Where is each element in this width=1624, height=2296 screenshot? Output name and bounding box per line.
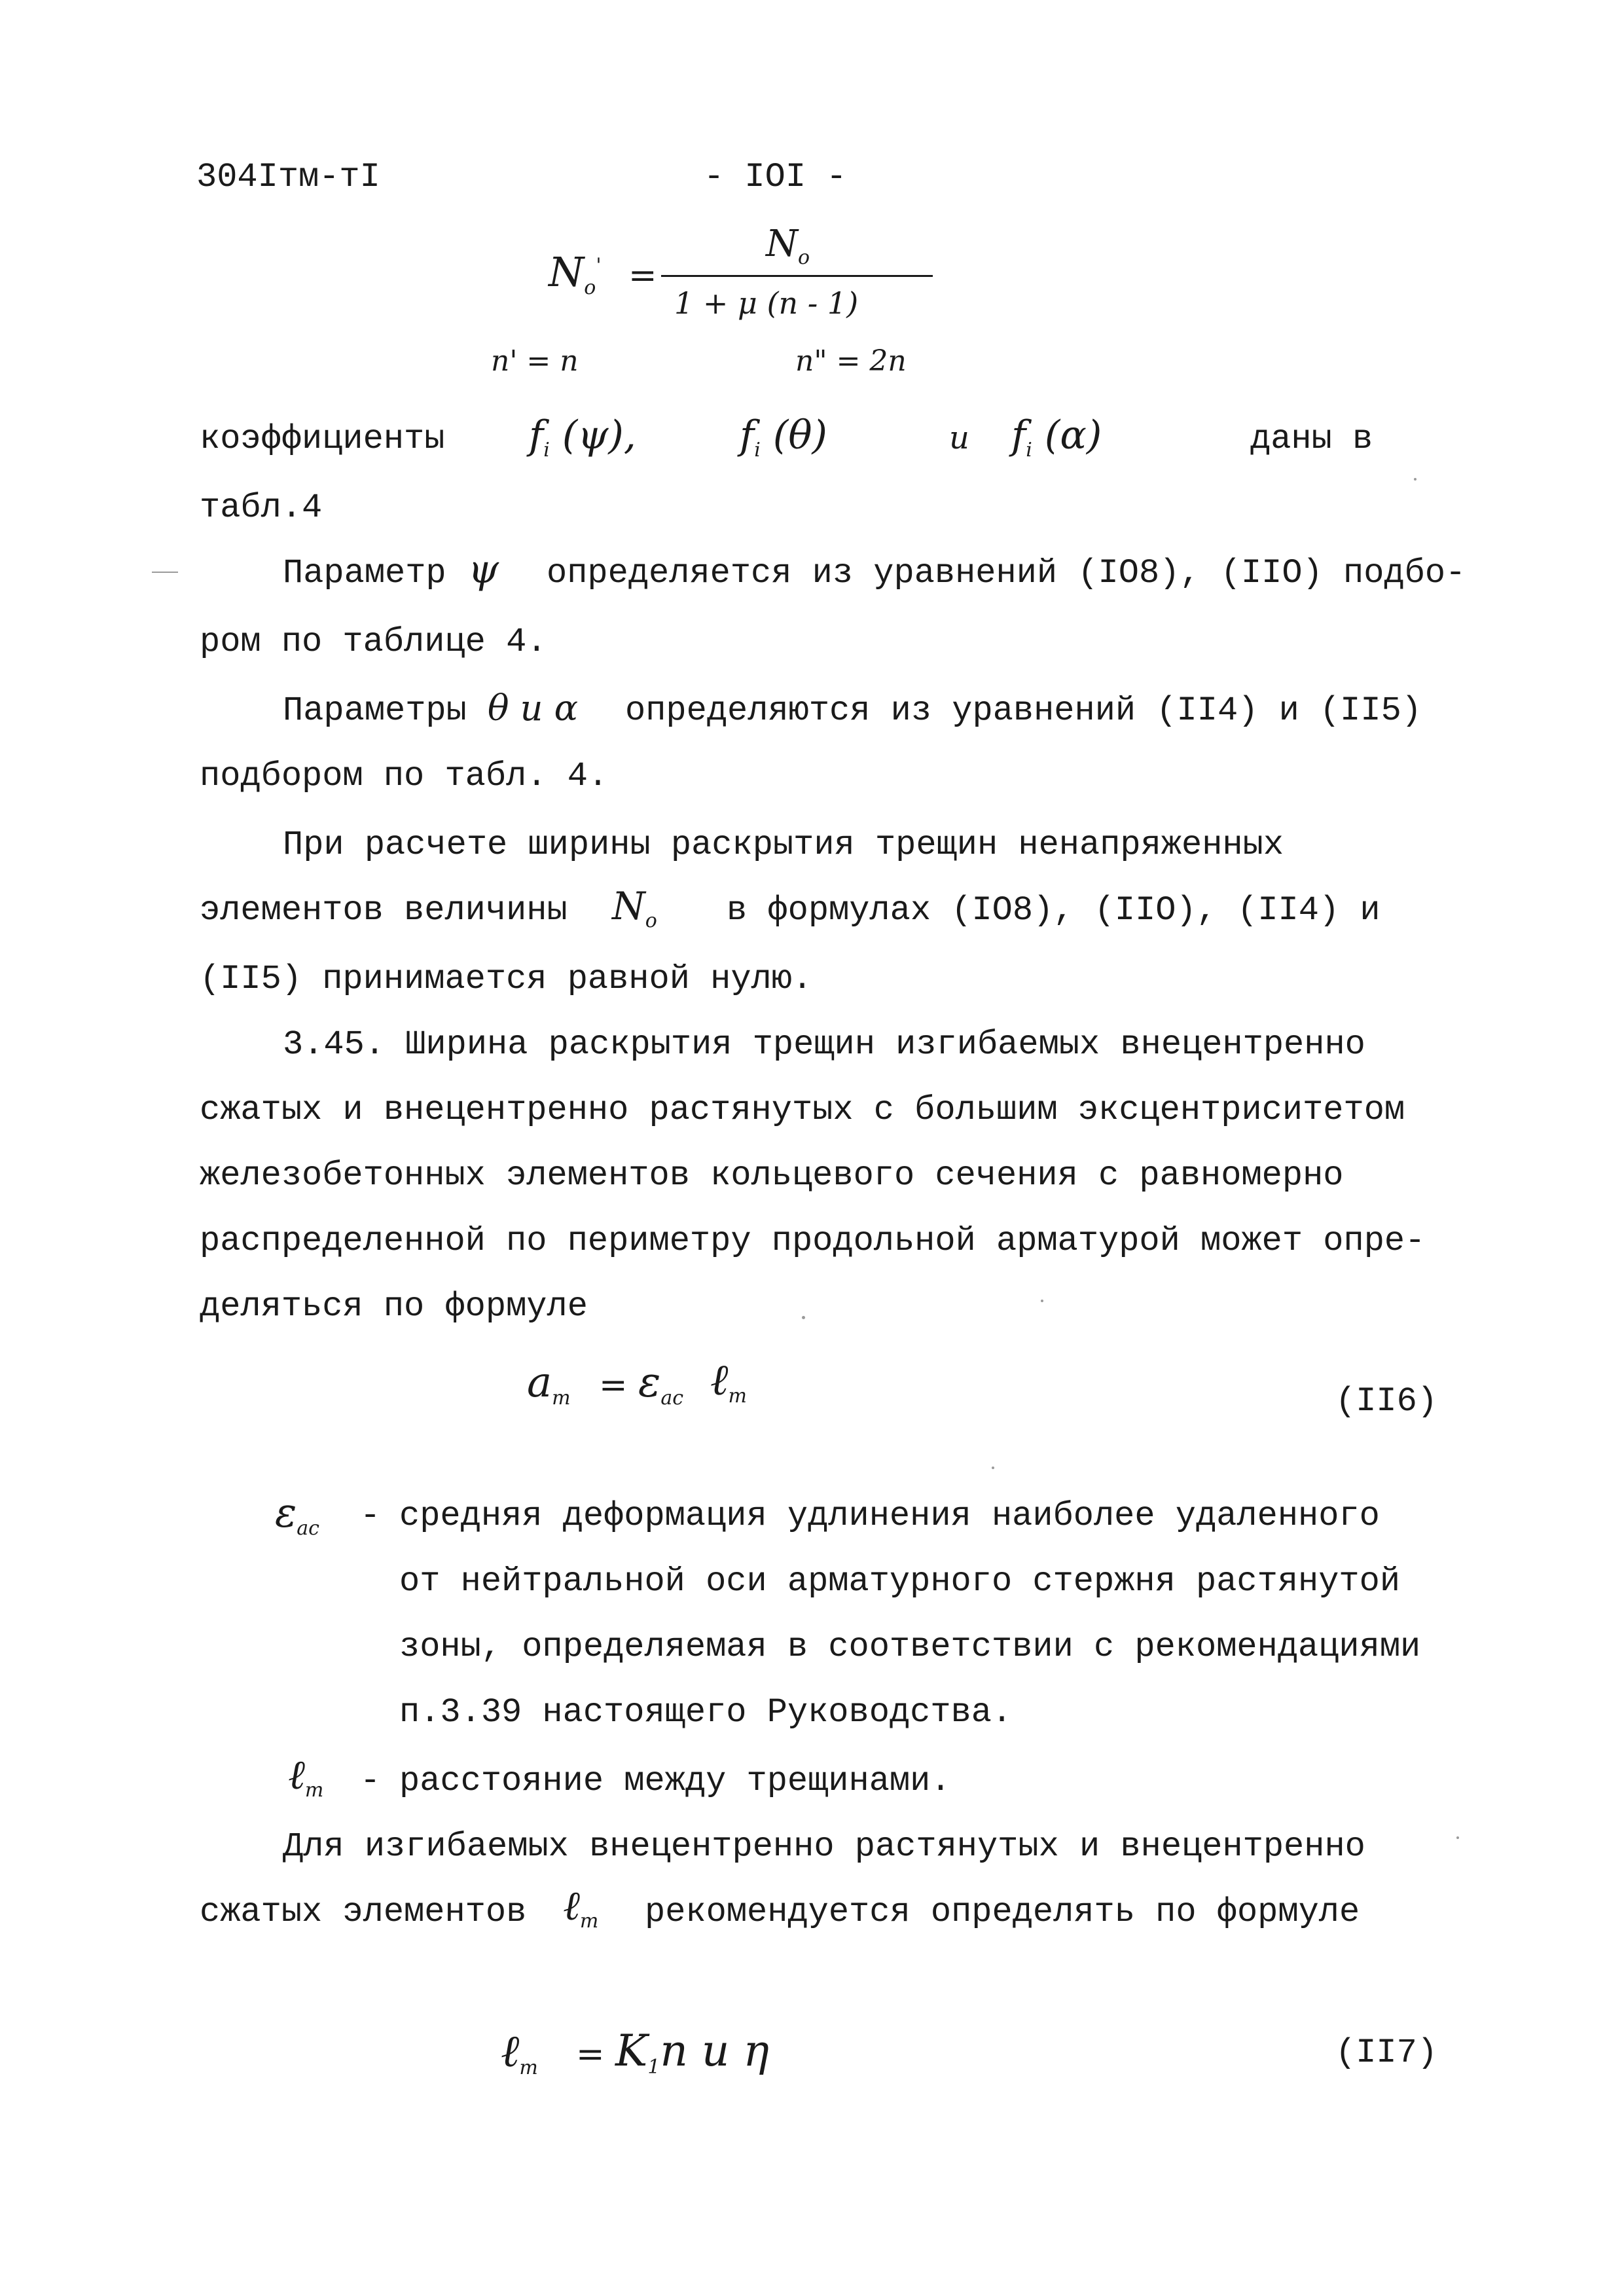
psi-paragraph-line2: ром по таблице 4. [200, 623, 547, 661]
scan-speck [1414, 478, 1416, 481]
formula-116-a: $a_т$ [527, 1358, 571, 1410]
scan-mark [152, 572, 178, 573]
l-dash: - [360, 1762, 381, 1800]
formula-116-l: ℓ$_т$ [710, 1355, 747, 1408]
formula-116-eps: $\varepsilon_{ac}$ [638, 1358, 684, 1410]
psi-paragraph-start: Параметр [283, 554, 446, 592]
n-prime-definition: n' = n [491, 344, 579, 378]
coefficients-word: коэффициенты [200, 420, 445, 458]
section-345-line1: 3.45. Ширина раскрытия трещин изгибаемых внецентренно [283, 1025, 1365, 1064]
bending-l-t-symbol: ℓ$_т$ [563, 1882, 599, 1933]
fraction-bar [661, 275, 933, 277]
scan-speck [1456, 1836, 1459, 1839]
document-code: 304Iтм-тI [196, 158, 380, 196]
psi-paragraph-end: определяется из уравнений (IO8), (IIO) подбо- [547, 554, 1466, 592]
coefficient-f-psi: $f_i$ (ψ), [529, 412, 636, 462]
scan-speck [802, 1316, 805, 1319]
formula-n0-equals: = [628, 256, 657, 295]
bending-line2-start: сжатых элементов [200, 1893, 527, 1931]
theta-paragraph-start: Параметры [283, 691, 467, 730]
formula-116-number: (II6) [1335, 1382, 1438, 1421]
formula-n0-denominator: 1 + μ (n - 1) [674, 285, 859, 321]
bending-line1: Для изгибаемых внецентренно растянутых и внецентренно [283, 1827, 1365, 1866]
formula-n0-numerator: $N_o$ [766, 223, 810, 269]
theta-paragraph-end: определяются из уравнений (II4) и (II5) [625, 691, 1422, 730]
eps-def-line2: от нейтральной оси арматурного стержня растянутой [399, 1562, 1401, 1601]
eps-def-line4: п.3.39 настоящего Руководства. [399, 1693, 1013, 1732]
formula-117-equals: = [576, 2035, 605, 2074]
eps-ac-symbol: $\varepsilon_{ac}$ [275, 1489, 319, 1540]
scan-speck [992, 1467, 994, 1469]
unstressed-line2-end: в формулах (IO8), (IIO), (II4) и [727, 891, 1380, 930]
unstressed-line3: (II5) принимается равной нулю. [200, 960, 813, 998]
n0-symbol: $N_o$ [612, 884, 657, 932]
l-t-symbol: ℓ$_т$ [288, 1751, 324, 1802]
table-ref-line: табл.4 [200, 488, 323, 527]
coefficients-tail: даны в [1250, 420, 1373, 458]
section-345-line5: деляться по формуле [200, 1287, 588, 1326]
eps-def-line1: средняя деформация удлинения наиболее удаленного [399, 1497, 1380, 1535]
n-double-prime-definition: n" = 2n [795, 344, 907, 378]
eps-dash: - [360, 1497, 381, 1535]
formula-117-rhs: $K_1n$ u η [615, 2026, 769, 2079]
scan-speck [1041, 1300, 1043, 1302]
formula-117-number: (II7) [1335, 2033, 1438, 2072]
eps-def-line3: зоны, определяемая в соответствии с рекомендациями [399, 1628, 1421, 1666]
unstressed-line1: При расчете ширины раскрытия трещин ненапряженных [283, 826, 1284, 864]
section-345-line3: железобетонных элементов кольцевого сечения с равномерно [200, 1156, 1344, 1195]
coefficient-f-theta: $f_i$ (θ) [740, 412, 827, 462]
formula-n0-lhs: $N_o'$ [549, 248, 602, 299]
bending-line2-end: рекомендуется определять по формуле [645, 1893, 1360, 1931]
section-345-line2: сжатых и внецентренно растянутых с большим эксцентриситетом [200, 1091, 1405, 1129]
formula-116-equals: = [599, 1366, 628, 1405]
l-def-text: расстояние между трещинами. [399, 1762, 951, 1800]
coefficient-f-alpha: $f_i$ (α) [1011, 412, 1102, 462]
theta-paragraph-line2: подбором по табл. 4. [200, 757, 609, 795]
section-345-line4: распределенной по периметру продольной арматурой может опре- [200, 1222, 1426, 1260]
psi-symbol: ψ [468, 547, 499, 592]
theta-alpha-symbols: θ и α [488, 687, 579, 729]
page-number: - IOI - [704, 158, 847, 196]
formula-117-l: ℓ$_т$ [501, 2026, 538, 2079]
and-word: и [949, 420, 969, 456]
unstressed-line2-start: элементов величины [200, 891, 568, 930]
